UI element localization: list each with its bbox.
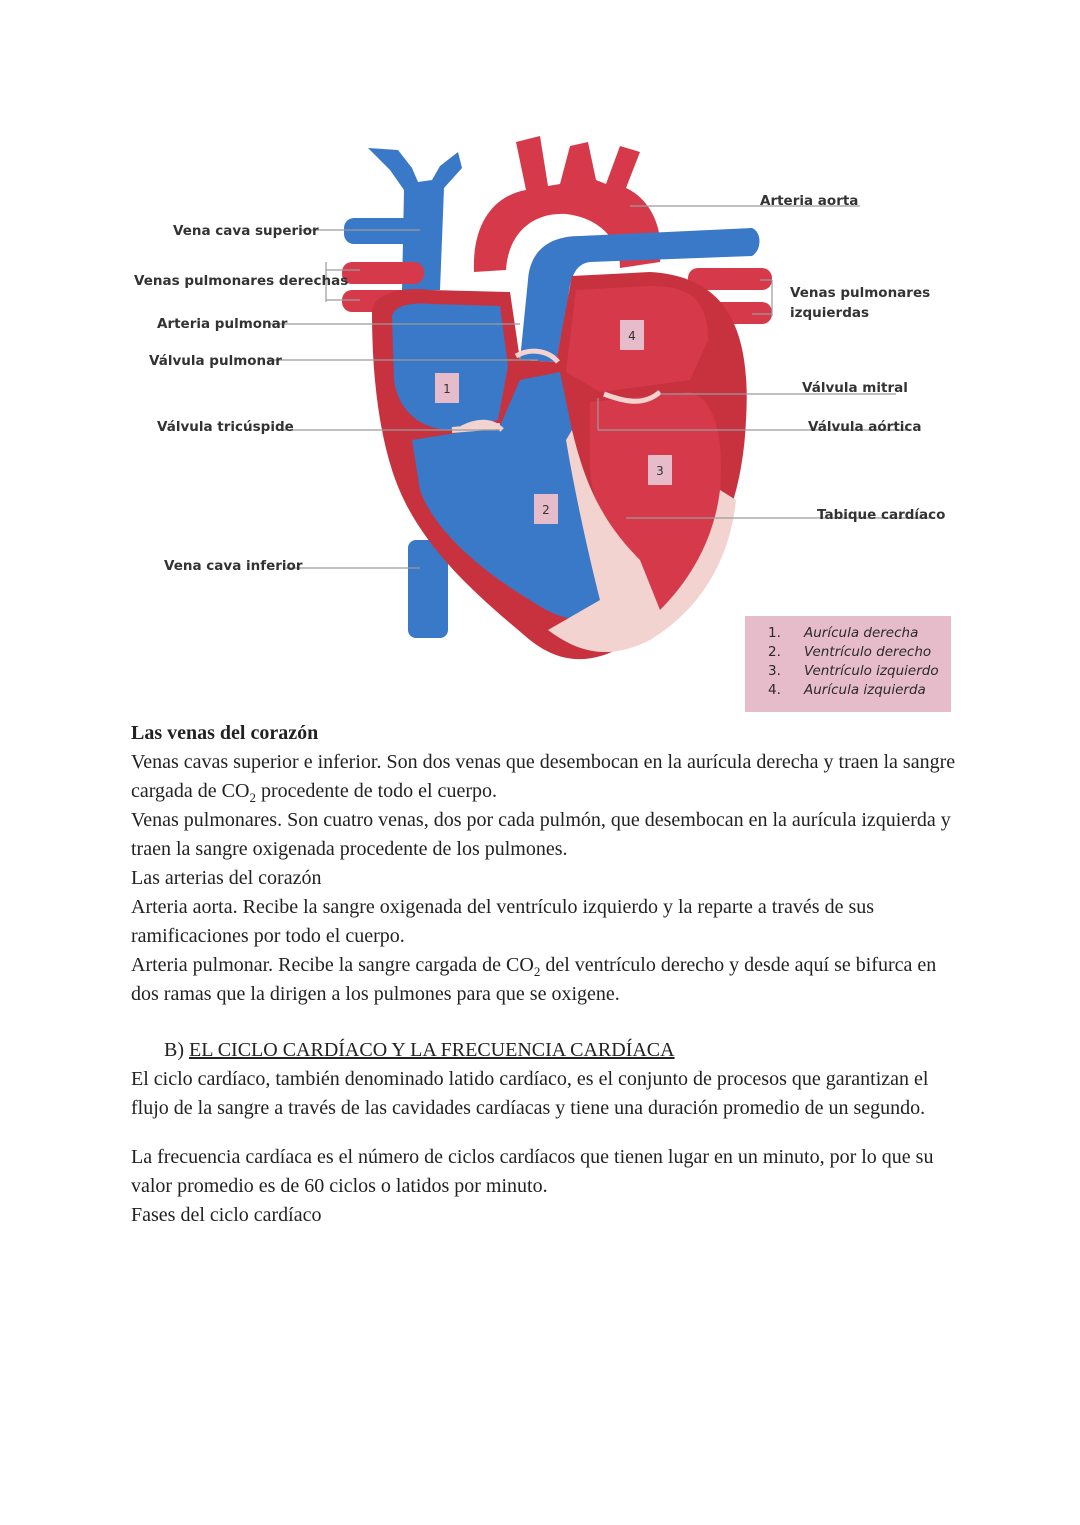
label-valvula-tricuspide: Válvula tricúspide — [157, 419, 294, 435]
paragraph-arteria-pulmonar — [131, 951, 961, 1009]
paragraph-frecuencia-cardiaca: La frecuencia cardíaca es el número de ciclos cardíacos que tienen lugar en un minuto, por lo que su valor promedio es de 60 ciclos o latidos por minuto. — [131, 1146, 934, 1197]
right-atrium-shape — [392, 304, 508, 430]
label-valvula-aortica: Válvula aórtica — [808, 419, 922, 435]
text-block-veins-arteries — [131, 719, 961, 1009]
paragraph-fases: Fases del ciclo cardíaco — [131, 1204, 322, 1226]
legend-item-1 — [768, 625, 918, 641]
p1-part-b: procedente de todo el cuerpo. — [255, 780, 497, 802]
section-heading-b — [131, 1036, 961, 1065]
label-venas-pulmonares-izq-2: izquierdas — [790, 305, 870, 321]
marker-4: 4 — [628, 329, 636, 343]
section-title: EL CICLO CARDÍACO Y LA FRECUENCIA CARDÍACA — [189, 1039, 675, 1061]
marker-3: 3 — [656, 464, 664, 478]
legend-label-4: Aurícula izquierda — [804, 682, 926, 698]
label-venas-pulmonares-izq-1: Venas pulmonares — [790, 285, 931, 301]
p4-part-b: del ventrículo derecho y desde aquí se bifurca en dos ramas que la dirigen a los pulmones para que se oxigene. — [131, 954, 937, 1005]
p4-subscript: 2 — [533, 964, 541, 979]
legend-num-3: 3. — [768, 663, 781, 679]
label-venas-pulmonares-derechas: Venas pulmonares derechas — [134, 273, 349, 289]
legend-item-4 — [768, 682, 926, 698]
legend-label-2: Ventrículo derecho — [804, 644, 932, 660]
pulmonary-artery-left-branch — [344, 218, 424, 244]
paragraph-arteria-aorta: Arteria aorta. Recibe la sangre oxigenada del ventrículo izquierdo y la reparte a través de sus ramificaciones por todo el cuerpo. — [131, 896, 875, 947]
label-vena-cava-inferior: Vena cava inferior — [164, 558, 303, 574]
legend-item-3 — [768, 663, 939, 679]
label-arteria-pulmonar: Arteria pulmonar — [157, 316, 288, 332]
right-pulmonary-vein-upper — [342, 262, 424, 284]
paragraph-ciclo-cardiaco: El ciclo cardíaco, también denominado latido cardíaco, es el conjunto de procesos que garantizan el flujo de la sangre a través de las cavidades cardíacas y tiene una duración promedio de un segundo. — [131, 1068, 929, 1119]
heading-venas: Las venas del corazón — [131, 722, 319, 744]
p1-part-a: Venas cavas superior e inferior. Son dos venas que desembocan en la aurícula derecha y traen la sangre cargada de CO — [131, 751, 956, 802]
legend-item-2 — [768, 644, 931, 660]
legend-num-1: 1. — [768, 625, 781, 641]
text-block-cardiac-cycle — [131, 1036, 961, 1230]
p1-subscript: 2 — [249, 790, 256, 805]
marker-1: 1 — [443, 382, 451, 396]
label-tabique-cardiaco: Tabique cardíaco — [817, 507, 946, 523]
legend-label-3: Ventrículo izquierdo — [804, 663, 939, 679]
marker-2: 2 — [542, 503, 550, 517]
legend-num-4: 4. — [768, 682, 781, 698]
label-valvula-pulmonar: Válvula pulmonar — [149, 353, 282, 369]
heart-diagram — [0, 0, 1080, 720]
label-arteria-aorta: Arteria aorta — [760, 193, 859, 209]
paragraph-venas-cavas — [131, 748, 961, 806]
label-vena-cava-superior: Vena cava superior — [173, 223, 319, 239]
label-valvula-mitral: Válvula mitral — [802, 380, 908, 396]
paragraph-venas-pulmonares: Venas pulmonares. Son cuatro venas, dos por cada pulmón, que desembocan en la aurícula izquierda y traen la sangre oxigenada procedente de los pulmones. — [131, 809, 951, 860]
legend-num-2: 2. — [768, 644, 781, 660]
heading-arterias: Las arterias del corazón — [131, 867, 322, 889]
legend-label-1: Aurícula derecha — [804, 625, 919, 641]
p4-part-a: Arteria pulmonar. Recibe la sangre cargada de CO — [131, 954, 534, 976]
section-letter: B) — [164, 1039, 184, 1061]
